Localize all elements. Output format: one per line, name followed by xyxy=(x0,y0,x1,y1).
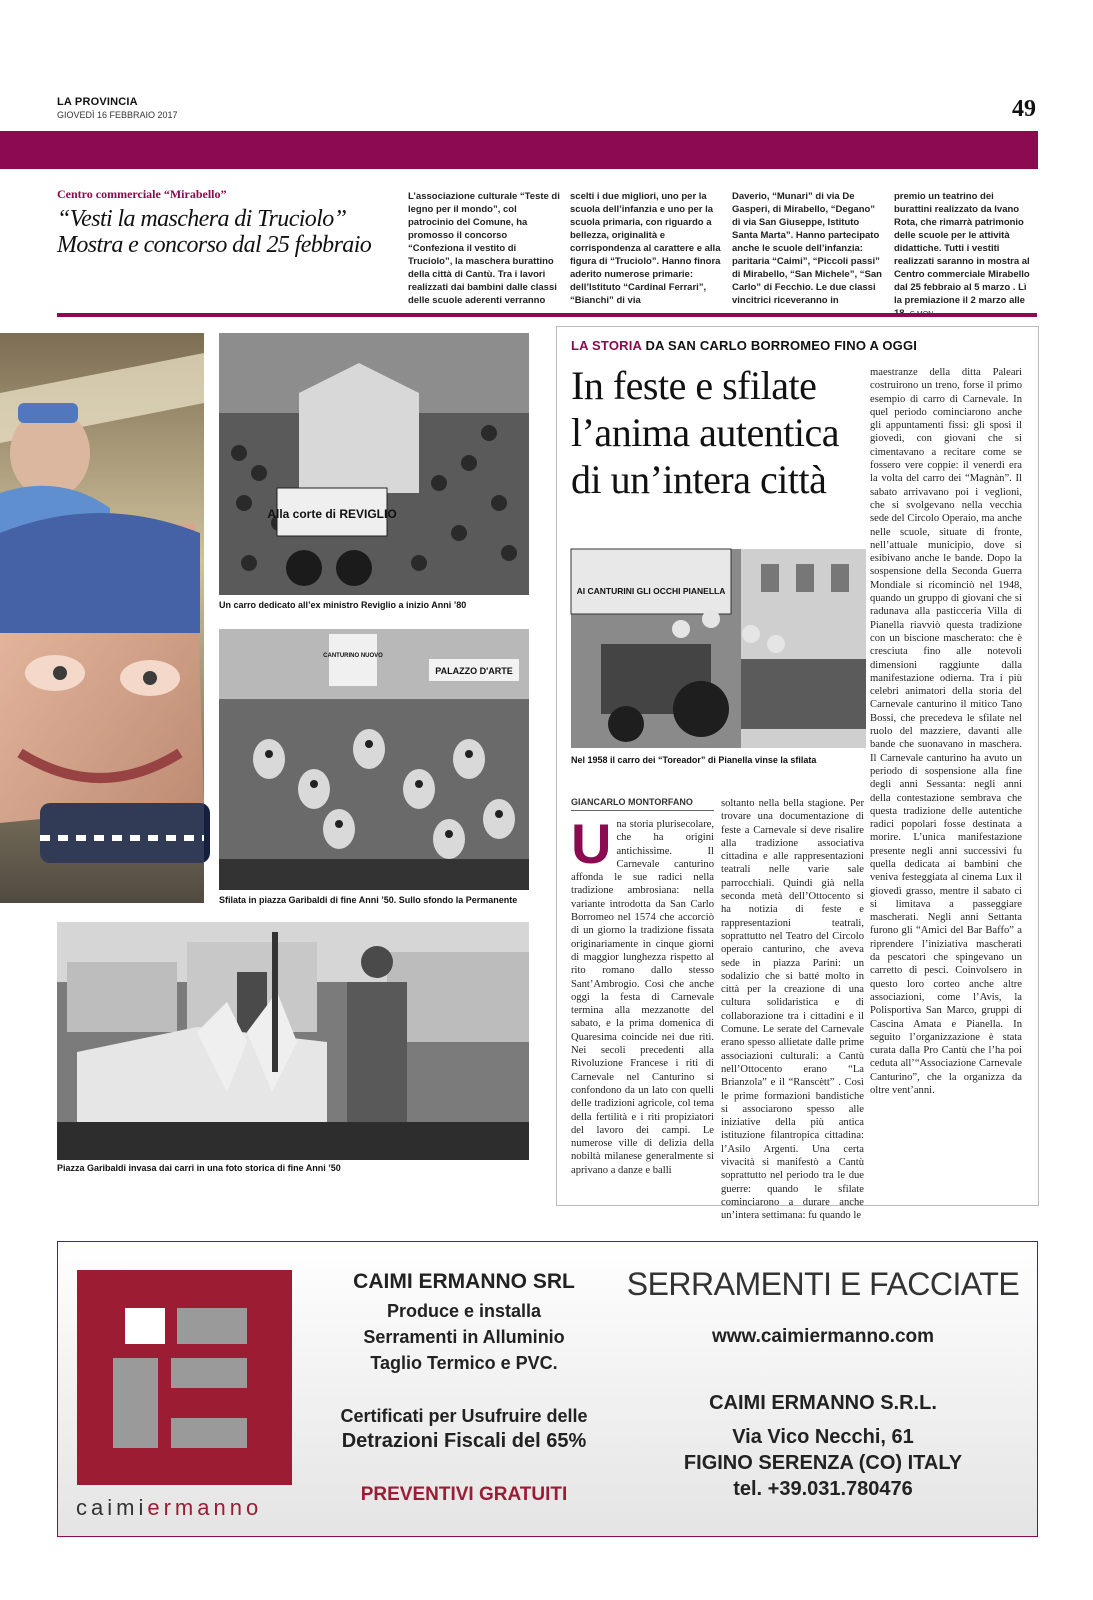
ad-headline: SERRAMENTI E FACCIATE xyxy=(626,1266,1020,1302)
headline-line-3: di un’intera città xyxy=(571,457,827,502)
reviglio-float-sign: Alla corte di REVIGLIO xyxy=(267,507,397,521)
sfilata-sign-2: PALAZZO D'ARTE xyxy=(435,666,513,676)
mirabello-title xyxy=(57,206,387,258)
piazza-garibaldi-photo xyxy=(57,922,529,1160)
sfilata-photo xyxy=(219,629,529,890)
ad-cert-line-2: Detrazioni Fiscali del 65% xyxy=(341,1430,587,1452)
story-headline xyxy=(571,362,881,503)
ad-cert-line-1: Certificati per Usufruire delle xyxy=(340,1406,588,1426)
piazza-caption: Piazza Garibaldi invasa dai carri in una foto storica di fine Anni ’50 xyxy=(57,1163,341,1173)
ad-line-2: Serramenti in Alluminio xyxy=(363,1327,565,1347)
headline-line-2: l’anima autentica xyxy=(571,410,840,455)
ad-company-name: CAIMI ERMANNO SRL xyxy=(353,1270,575,1293)
sfilata-sign-1: CANTURINO NUOVO xyxy=(323,653,383,659)
carnival-mask-photo xyxy=(0,333,204,903)
reviglio-float-photo xyxy=(219,333,529,595)
page-number: 49 xyxy=(1012,96,1036,122)
ad-services xyxy=(316,1298,612,1376)
wordmark-ermanno: ermanno xyxy=(147,1495,263,1520)
story-byline: GIANCARLO MONTORFANO xyxy=(571,797,693,807)
mirabello-column-4-text: premio un teatrino dei burattini realizzato da Ivano Rota, che rimarrà patrimonio delle scuole per le attività didattiche. Tutti i vestiti realizzati saranno in mostra al Centro commerciale Mirabello dal 25 febbraio al 5 marzo . Lì la premiazione il 2 marzo alle xyxy=(894,191,1030,306)
mirabello-column-2: scelti i due migliori, uno per la scuola dell’infanzia e uno per la scuola primaria, con riguardo a bellezza, originalità e corrispondenza al carattere e alla figura di “Truciolo”. Hanno finora aderito numerose primarie: dell’Istituto “Cardinal Ferrari”, “Bianchi” di via xyxy=(570,191,721,306)
story-column-1 xyxy=(571,812,714,1176)
mirabello-title-line2: Mostra e concorso dal 25 febbraio xyxy=(57,232,372,258)
newspaper-name: LA PROVINCIA xyxy=(57,96,138,108)
ad-address-line-1: Via Vico Necchi, 61 xyxy=(732,1426,914,1448)
ad-address-line-2: FIGINO SERENZA (CO) ITALY xyxy=(683,1452,963,1474)
ad-line-3: Taglio Termico e PVC. xyxy=(370,1353,558,1373)
headline-line-1: In feste e sfilate xyxy=(571,363,817,408)
ad-phone: tel. +39.031.780476 xyxy=(733,1478,913,1500)
byline-rule xyxy=(571,810,714,811)
story-kicker-label: LA STORIA xyxy=(571,338,642,353)
wordmark-caimi: caimi xyxy=(76,1495,148,1520)
toreador-photo xyxy=(571,549,866,748)
story-kicker-subtitle: DA SAN CARLO BORROMEO FINO A OGGI xyxy=(645,338,918,353)
story-column-3: maestranze della ditta Paleari costruirono un treno, forse il primo esempio di carro di Carnevale. In quel periodo cominciarono anche gli appuntamenti fissi: gli sposi il giovedì, con giovani che si cimentavano a recitare come se fossero vere coppie: il venerdì era la volta del carro dei “Magnàn”. Il sabato arrivavano poi i veglioni, che si svolgevano nella vecchia sede del Circolo Operaio, ma anche nelle scuole, situate di fronte, nell’attuale municipio, dove si esibivano anche le bande. Dopo la sospensione della Seconda Guerra Mondiale si ricominciò nel 1948, quando un gruppo di giovani che si radunava alla pasticceria Villa di Pianella riavviò questa tradizione con un biscione mascherato: che è cresciuta fino alle notevoli dimensioni raggiunte dalla manifestazione odierna. Tra i più celebri animatori della storia del Carnevale canturino il mitico Tano Bossi, che precedeva le sfilate nel ruolo del mazziere, davanti alle bande che suonavano in maschera. Il Carnevale canturino ha avuto un periodo di sospensione alla fine degli anni Sessanta: negli anni della contestazione sembrava che questa tradizione delle autentiche radici popolari fosse destinata a morire. L’unica manifestazione presente negli anni successivi fu quella dedicata ai bambini che veniva festeggiata al cinema Lux il giovedì grasso, mentre il sabato ci si limitava a passeggiare mascherati. Negli anni Settanta furono gli “Amici del Bar Baffo” a riprendere l’iniziativa mascherati da pescatori che spingevano un carretto di pesci. Coinvolsero in questo loro corteo anche altre associazioni, come l’Avis, la Polisportiva San Marco, gruppi di Cascina Amata e Pianella. In seguito l’organizzazione è stata curata dalla Pro Cantù che l’ha poi ceduta all’“Associazione Carnevale Canturino”, che la organizza da oltre vent’anni. xyxy=(870,367,1022,1097)
story-kicker xyxy=(571,338,917,353)
ad-website[interactable]: www.caimiermanno.com xyxy=(711,1326,935,1347)
story-dropcap: U xyxy=(571,812,612,875)
toreador-banner: AI CANTURINI GLI OCCHI PIANELLA xyxy=(576,586,726,596)
ad-company-name-2: CAIMI ERMANNO S.R.L. xyxy=(709,1392,937,1414)
toreador-caption: Nel 1958 il carro dei “Toreador” di Pianella vinse la sfilata xyxy=(571,755,817,765)
ad-line-1: Produce e installa xyxy=(386,1301,542,1321)
mirabello-column-1: L’associazione culturale “Teste di legno per il mondo”, col patrocinio del Comune, ha promosso il concorso “Confeziona il vestito di Truciolo”, la maschera burattino della città di Cantù. Tra i lavori realizzati dai bambini dalle classi delle scuole aderenti verranno xyxy=(408,191,560,306)
mirabello-title-line1: “Vesti la maschera di Truciolo” xyxy=(57,206,347,232)
section-band xyxy=(0,131,1038,169)
story-column-2: soltanto nella bella stagione. Per trovare una documentazione di feste a Carnevale si deve risalire alla tradizione associativa cittadina e alle rappresentazioni teatrali nelle varie sale parrocchiali. Quindi già nella seconda metà dell’Ottocento si ha notizia di feste e rappresentazioni teatrali, soprattutto nel Teatro del Circolo operaio canturino, che aveva sede in piazza Parini: un sodalizio che si batté molto in città per la creazione di una cultura solidaristica e di collaborazione tra i cittadini e il Comune. Le serate del Carnevale erano spesso allietate dalle prime associazioni culturali: a Cantù nell’Ottocento erano “La Brianzola” e il “Ranscètt” . Così le prime formazioni bandistiche si associarono spesso alle iniziative della più antica istituzione filantropica cittadina: l’Asilo Argenti. Una certa vivacità si manifestò a Cantù soprattutto nel periodo tra le due guerre: quando le sfilate cominciarono a durare anche un’intera settimana: fu quando le xyxy=(721,798,864,1222)
ad-certification xyxy=(316,1404,612,1454)
mirabello-kicker: Centro commerciale “Mirabello” xyxy=(57,187,227,201)
issue-date: GIOVEDÌ 16 FEBBRAIO 2017 xyxy=(57,110,178,120)
mirabello-column-4 xyxy=(894,190,1034,306)
ad-address xyxy=(623,1424,1023,1502)
ad-call-to-action: PREVENTIVI GRATUITI xyxy=(360,1484,568,1505)
reviglio-caption: Un carro dedicato all’ex ministro Reviglio a inizio Anni ’80 xyxy=(219,600,467,610)
caimi-wordmark xyxy=(76,1495,262,1521)
sfilata-caption: Sfilata in piazza Garibaldi di fine Anni ’50. Sullo sfondo la Permanente xyxy=(219,895,518,905)
caimi-logo xyxy=(77,1270,292,1485)
section-divider xyxy=(57,313,1037,317)
mirabello-column-3: Daverio, “Munari” di via De Gasperi, di Mirabello, “Degano” di via San Giuseppe, Istituto Santa Marta”. Hanno partecipato anche le scuole dell’infanzia: paritaria “Caimi”, “Piccoli passi” di Mirabello, “San Michele”, “San Carlo” di Fecchio. Le due classi vincitrici riceveranno in xyxy=(732,191,882,306)
story-column-1-text: na storia plurisecolare, che ha origini antichissime. Il Carnevale canturino affonda le sue radici nella tradizione ambrosiana: nella variante introdotta da San Carlo Borromeo nel 1574 che accorciò di un giorno la tradizione fissata originariamente in cinque giorni di maggior lunghezza rispetto al rito romano dallo stesso Sant’Ambrogio. Così che anche oggi la festa di Carnevale termina alla mezzanotte del sabato, e la prima domenica di Quaresima coincide nei due riti. Nei secoli precedenti alla Rivoluzione Francese i riti di Carnevale nel Canturino si confondono da un lato con quelli delle tradizioni agricole, col tema della fertilità e i riti propiziatori del lavoro dei campi. Le numerose ville di delizia della nobiltà milanese generalmente si aprivano a danze e balli xyxy=(571,819,714,1176)
